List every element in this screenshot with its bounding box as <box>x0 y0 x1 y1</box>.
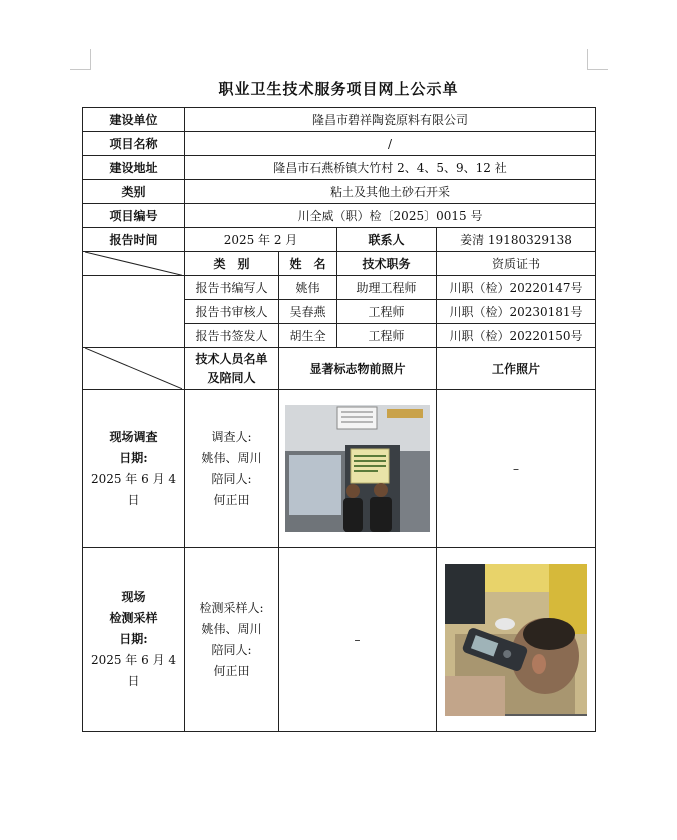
page-title: 职业卫生技术服务项目网上公示单 <box>218 80 459 98</box>
staff-name: 姚伟 <box>279 276 337 300</box>
survey-escort: 何正田 <box>213 492 250 507</box>
sampling-row <box>83 548 596 732</box>
staff-title: 助理工程师 <box>337 276 437 300</box>
notice-table <box>82 107 596 732</box>
contact-value: 姜清 19180329138 <box>437 228 596 252</box>
row-report-time <box>83 228 596 252</box>
staff-name: 吴春燕 <box>279 300 337 324</box>
staff-title: 工程师 <box>337 300 437 324</box>
row-project-name <box>83 132 596 156</box>
staff-role: 报告书编写人 <box>185 276 279 300</box>
report-time-value: 2025 年 2 月 <box>185 228 337 252</box>
staff-cert: 川职（检）20220150号 <box>437 324 596 348</box>
survey-date-label: 日期: <box>119 450 148 465</box>
staff-title: 工程师 <box>337 324 437 348</box>
survey-date: 2025 年 6 月 4 日 <box>90 471 177 507</box>
staff-role: 报告书审核人 <box>185 300 279 324</box>
photo-header-row <box>83 348 596 390</box>
staff-header-title: 技术职务 <box>337 252 437 276</box>
sampling-date-label: 日期: <box>119 632 148 647</box>
staff-role: 报告书签发人 <box>185 324 279 348</box>
row-unit <box>83 108 596 132</box>
category-value: 粘土及其他土砂石开采 <box>185 180 596 204</box>
sampling-persons-cell <box>185 548 279 732</box>
survey-label: 现场调查 <box>109 429 158 444</box>
staff-empty-cell <box>83 276 185 348</box>
sampling-persons: 姚伟、周川 <box>201 621 262 636</box>
sign-photo <box>285 405 430 532</box>
survey-sign-photo-cell <box>279 390 437 548</box>
staff-row <box>83 276 596 300</box>
staff-header-name: 姓 名 <box>279 252 337 276</box>
staff-header-category: 类 别 <box>185 252 279 276</box>
sampling-sign-photo-cell: – <box>279 548 437 732</box>
address-value: 隆昌市石燕桥镇大竹村 2、4、5、9、12 社 <box>185 156 596 180</box>
survey-escort-label: 陪同人: <box>211 471 252 486</box>
diagonal-line <box>85 252 182 275</box>
survey-work-photo-cell: – <box>437 390 596 548</box>
staff-name: 胡生全 <box>279 324 337 348</box>
staff-cert: 川职（检）20230181号 <box>437 300 596 324</box>
row-category <box>83 180 596 204</box>
report-time-label: 报告时间 <box>83 228 185 252</box>
survey-persons: 姚伟、周川 <box>201 450 262 465</box>
contact-label: 联系人 <box>337 228 437 252</box>
survey-row <box>83 390 596 548</box>
sampling-label-cell <box>83 548 185 732</box>
diagonal-line <box>85 348 182 389</box>
corner-mark-top-left <box>70 49 91 70</box>
sampling-label-line2: 检测采样 <box>109 611 158 626</box>
category-label: 类别 <box>83 180 185 204</box>
sampling-date: 2025 年 6 月 4 日 <box>90 653 177 689</box>
row-code <box>83 204 596 228</box>
address-label: 建设地址 <box>83 156 185 180</box>
sampling-persons-label: 检测采样人: <box>199 600 264 615</box>
sampling-work-photo-cell <box>437 548 596 732</box>
code-label: 项目编号 <box>83 204 185 228</box>
survey-persons-label: 调查人: <box>211 429 252 444</box>
diagonal-cell <box>83 348 185 390</box>
photo-header-persons: 技术人员名单 及陪同人 <box>185 348 279 390</box>
survey-label-cell <box>83 390 185 548</box>
unit-value: 隆昌市碧祥陶瓷原料有限公司 <box>185 108 596 132</box>
sampling-escort: 何正田 <box>213 663 250 678</box>
project-name-value: / <box>185 132 596 156</box>
sampling-label-line1: 现场 <box>121 590 146 605</box>
code-value: 川全威（职）检〔2025〕0015 号 <box>185 204 596 228</box>
staff-cert: 川职（检）20220147号 <box>437 276 596 300</box>
photo-header-work-photo: 工作照片 <box>437 348 596 390</box>
diagonal-cell <box>83 252 185 276</box>
sampling-escort-label: 陪同人: <box>211 642 252 657</box>
row-address <box>83 156 596 180</box>
photo-header-sign-photo: 显著标志物前照片 <box>279 348 437 390</box>
project-name-label: 项目名称 <box>83 132 185 156</box>
corner-mark-top-right <box>587 49 608 70</box>
unit-label: 建设单位 <box>83 108 185 132</box>
staff-header-row <box>83 252 596 276</box>
survey-persons-cell <box>185 390 279 548</box>
work-photo <box>445 564 587 716</box>
staff-header-cert: 资质证书 <box>437 252 596 276</box>
